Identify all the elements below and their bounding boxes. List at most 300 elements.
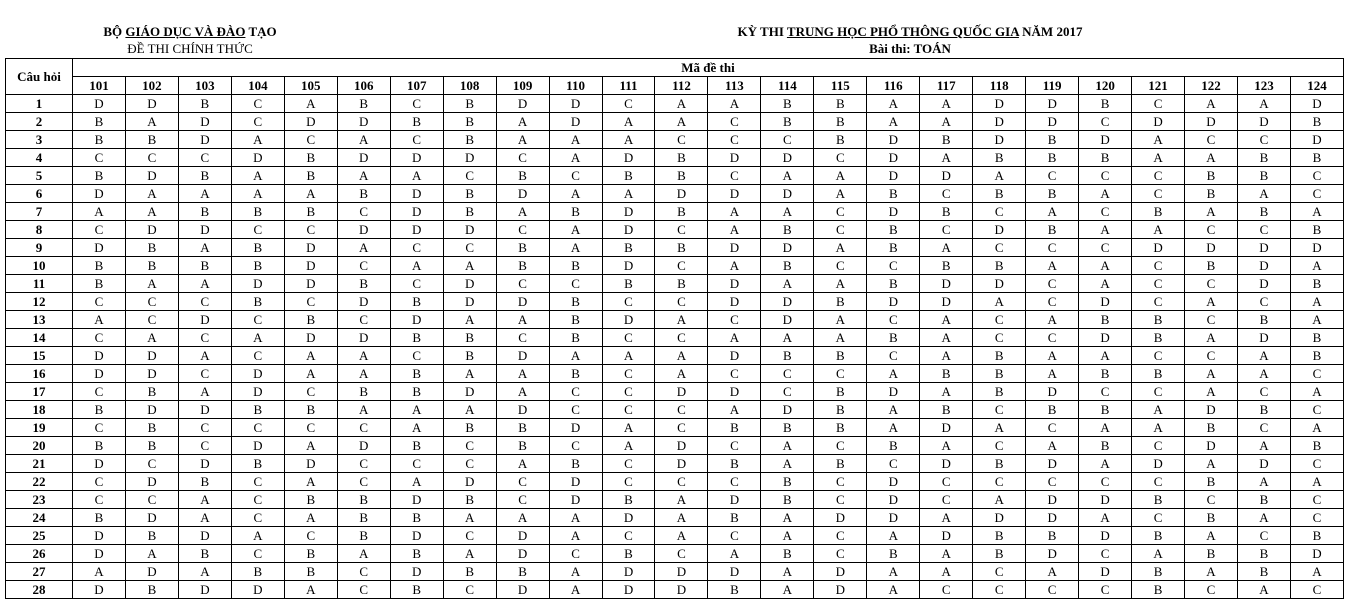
answer-cell: A — [1237, 581, 1290, 599]
answer-cell: A — [867, 365, 920, 383]
answer-cell: C — [390, 275, 443, 293]
answer-cell: B — [761, 95, 814, 113]
answer-cell: A — [231, 329, 284, 347]
answer-cell: C — [73, 473, 126, 491]
answer-cell: D — [125, 509, 178, 527]
answer-cell: A — [443, 509, 496, 527]
answer-cell: B — [496, 257, 549, 275]
answer-cell: A — [655, 311, 708, 329]
answer-cell: A — [178, 347, 231, 365]
answer-cell: D — [496, 347, 549, 365]
answer-cell: A — [73, 563, 126, 581]
exam-code-header: 123 — [1237, 77, 1290, 95]
answer-cell: C — [496, 491, 549, 509]
answer-cell: D — [73, 95, 126, 113]
answer-cell: A — [602, 185, 655, 203]
answer-cell: D — [708, 293, 761, 311]
answer-cell: D — [73, 581, 126, 599]
answer-cell: A — [231, 527, 284, 545]
answer-cell: B — [337, 95, 390, 113]
answer-cell: A — [867, 419, 920, 437]
answer-cell: D — [602, 149, 655, 167]
answer-cell: B — [178, 167, 231, 185]
answer-cell: C — [337, 581, 390, 599]
exam-code-header: 121 — [1132, 77, 1185, 95]
answer-cell: A — [1237, 473, 1290, 491]
answer-cell: C — [973, 401, 1026, 419]
answer-cell: B — [284, 545, 337, 563]
answer-cell: D — [708, 383, 761, 401]
answer-cell: B — [1079, 149, 1132, 167]
question-number: 17 — [6, 383, 73, 401]
answer-cell: C — [1132, 509, 1185, 527]
answer-cell: D — [708, 347, 761, 365]
answer-cell: A — [390, 401, 443, 419]
answer-cell: B — [973, 455, 1026, 473]
exam-code-header: 118 — [973, 77, 1026, 95]
answer-cell: C — [973, 311, 1026, 329]
answer-cell: C — [1185, 221, 1238, 239]
answer-cell: B — [1132, 311, 1185, 329]
answer-cell: D — [655, 383, 708, 401]
answer-cell: A — [496, 311, 549, 329]
answer-cell: C — [708, 167, 761, 185]
answer-cell: C — [443, 581, 496, 599]
answer-cell: D — [973, 221, 1026, 239]
answer-cell: C — [496, 221, 549, 239]
answer-cell: C — [1185, 131, 1238, 149]
answer-cell: A — [1185, 527, 1238, 545]
answer-cell: A — [1290, 257, 1343, 275]
answer-cell: A — [867, 113, 920, 131]
answer-cell: B — [73, 437, 126, 455]
answer-cell: A — [867, 563, 920, 581]
answer-cell: B — [178, 257, 231, 275]
table-row — [6, 311, 1344, 329]
answer-cell: B — [1026, 185, 1079, 203]
answer-cell: D — [867, 293, 920, 311]
question-number: 23 — [6, 491, 73, 509]
answer-cell: A — [1079, 275, 1132, 293]
answer-cell: A — [761, 563, 814, 581]
answer-cell: D — [443, 383, 496, 401]
answer-cell: A — [549, 149, 602, 167]
exam-code-header: 122 — [1185, 77, 1238, 95]
answer-cell: B — [390, 545, 443, 563]
answer-cell: B — [125, 527, 178, 545]
answer-cell: C — [390, 239, 443, 257]
answer-cell: A — [1185, 293, 1238, 311]
table-row — [6, 545, 1344, 563]
answer-cell: A — [814, 185, 867, 203]
answer-cell: C — [814, 149, 867, 167]
answer-cell: B — [390, 383, 443, 401]
answer-cell: A — [1185, 203, 1238, 221]
answer-cell: C — [73, 329, 126, 347]
answer-cell: B — [125, 257, 178, 275]
answer-cell: C — [284, 527, 337, 545]
answer-cell: C — [708, 365, 761, 383]
exam-code-header: 113 — [708, 77, 761, 95]
answer-cell: A — [1237, 365, 1290, 383]
answer-cell: C — [867, 455, 920, 473]
answer-cell: B — [1079, 95, 1132, 113]
answer-cell: B — [1079, 437, 1132, 455]
answer-cell: C — [761, 131, 814, 149]
answer-cell: A — [178, 185, 231, 203]
answer-cell: A — [1132, 545, 1185, 563]
answer-cell: B — [1237, 149, 1290, 167]
answer-cell: C — [337, 473, 390, 491]
answer-cell: C — [1132, 275, 1185, 293]
exam-code-header: 104 — [231, 77, 284, 95]
answer-cell: D — [390, 491, 443, 509]
answer-cell: D — [1079, 293, 1132, 311]
answer-cell: B — [708, 509, 761, 527]
answer-cell: B — [1290, 347, 1343, 365]
exam-code-header: 107 — [390, 77, 443, 95]
answer-cell: B — [867, 437, 920, 455]
answer-cell: A — [1026, 347, 1079, 365]
answer-cell: B — [337, 491, 390, 509]
answer-cell: D — [1079, 527, 1132, 545]
answer-cell: B — [337, 509, 390, 527]
answer-cell: D — [231, 581, 284, 599]
answer-cell: C — [549, 401, 602, 419]
table-row — [6, 275, 1344, 293]
exam-code-header: 116 — [867, 77, 920, 95]
answer-cell: D — [708, 275, 761, 293]
answer-cell: C — [1185, 311, 1238, 329]
answer-cell: A — [337, 131, 390, 149]
answer-cell: C — [549, 545, 602, 563]
answer-cell: D — [231, 365, 284, 383]
answer-cell: C — [125, 293, 178, 311]
answer-cell: B — [1237, 563, 1290, 581]
answer-cell: C — [708, 113, 761, 131]
answer-cell: D — [337, 113, 390, 131]
answer-cell: D — [973, 131, 1026, 149]
answer-cell: B — [496, 563, 549, 581]
exam-code-header: 111 — [602, 77, 655, 95]
answer-cell: C — [1237, 131, 1290, 149]
table-row — [6, 383, 1344, 401]
answer-cell: B — [1237, 491, 1290, 509]
answer-cell: D — [73, 185, 126, 203]
answer-cell: D — [1290, 95, 1343, 113]
answer-cell: B — [1079, 311, 1132, 329]
answer-cell: C — [231, 113, 284, 131]
answer-cell: C — [602, 455, 655, 473]
answer-cell: C — [1290, 167, 1343, 185]
answer-cell: C — [337, 311, 390, 329]
answer-cell: D — [1237, 329, 1290, 347]
answer-cell: D — [1290, 131, 1343, 149]
answer-cell: B — [231, 293, 284, 311]
answer-cell: C — [602, 365, 655, 383]
question-number: 11 — [6, 275, 73, 293]
answer-cell: B — [602, 491, 655, 509]
answer-cell: A — [1079, 185, 1132, 203]
answer-cell: D — [284, 257, 337, 275]
answer-cell: D — [496, 293, 549, 311]
answer-cell: C — [655, 221, 708, 239]
answer-cell: C — [1132, 167, 1185, 185]
answer-cell: A — [390, 473, 443, 491]
answer-cell: C — [1132, 185, 1185, 203]
answer-cell: B — [1290, 275, 1343, 293]
answer-cell: C — [231, 491, 284, 509]
answer-cell: C — [1026, 275, 1079, 293]
answer-cell: C — [814, 257, 867, 275]
answer-cell: B — [337, 383, 390, 401]
answer-cell: B — [761, 113, 814, 131]
answer-cell: B — [973, 347, 1026, 365]
answer-cell: D — [390, 203, 443, 221]
answer-cell: C — [390, 455, 443, 473]
answer-cell: C — [443, 527, 496, 545]
answer-cell: D — [73, 365, 126, 383]
answer-cell: A — [761, 527, 814, 545]
answer-cell: D — [1290, 545, 1343, 563]
answer-cell: B — [1290, 113, 1343, 131]
answer-cell: B — [973, 365, 1026, 383]
table-row — [6, 113, 1344, 131]
exam-code-header: 103 — [178, 77, 231, 95]
answer-cell: A — [443, 311, 496, 329]
answer-cell: A — [1026, 437, 1079, 455]
table-row — [6, 419, 1344, 437]
answer-cell: A — [708, 545, 761, 563]
answer-cell: D — [284, 113, 337, 131]
table-row — [6, 95, 1344, 113]
answer-cell: D — [1185, 113, 1238, 131]
answer-cell: D — [602, 311, 655, 329]
answer-cell: C — [973, 239, 1026, 257]
answer-cell: C — [1079, 113, 1132, 131]
answer-cell: D — [973, 113, 1026, 131]
question-number: 12 — [6, 293, 73, 311]
answer-cell: A — [1026, 563, 1079, 581]
answer-cell: A — [814, 311, 867, 329]
answer-cell: B — [1185, 545, 1238, 563]
answer-cell: C — [1132, 383, 1185, 401]
answer-cell: D — [1026, 383, 1079, 401]
answer-cell: C — [73, 221, 126, 239]
question-number: 14 — [6, 329, 73, 347]
exam-code-header: 101 — [73, 77, 126, 95]
answer-cell: B — [1290, 221, 1343, 239]
answer-cell: B — [284, 311, 337, 329]
answer-cell: D — [655, 563, 708, 581]
answer-cell: B — [1185, 419, 1238, 437]
answer-cell: A — [655, 347, 708, 365]
answer-cell: A — [708, 221, 761, 239]
table-row — [6, 131, 1344, 149]
answer-cell: A — [390, 419, 443, 437]
ministry-header — [70, 23, 310, 57]
answer-cell: D — [867, 167, 920, 185]
answer-cell: D — [867, 491, 920, 509]
answer-cell: A — [73, 311, 126, 329]
answer-cell: B — [761, 473, 814, 491]
answer-cell: B — [1079, 401, 1132, 419]
answer-cell: C — [443, 167, 496, 185]
answer-cell: B — [390, 329, 443, 347]
answer-cell: A — [1079, 455, 1132, 473]
answer-cell: B — [549, 311, 602, 329]
answer-cell: C — [920, 491, 973, 509]
answer-cell: D — [1132, 113, 1185, 131]
answer-cell: B — [920, 401, 973, 419]
answer-cell: C — [655, 473, 708, 491]
table-row — [6, 293, 1344, 311]
answer-cell: C — [73, 419, 126, 437]
answer-cell: D — [920, 167, 973, 185]
answer-cell: A — [125, 329, 178, 347]
answer-cell: D — [1026, 113, 1079, 131]
answer-cell: C — [920, 221, 973, 239]
answer-cell: C — [1290, 455, 1343, 473]
answer-cell: A — [337, 167, 390, 185]
answer-cell: A — [496, 113, 549, 131]
answer-cell: A — [496, 131, 549, 149]
answer-cell: A — [867, 527, 920, 545]
exam-header — [670, 23, 1150, 57]
answer-cell: A — [496, 203, 549, 221]
answer-cell: B — [443, 563, 496, 581]
answer-cell: B — [390, 365, 443, 383]
answer-cell: A — [549, 581, 602, 599]
answer-cell: B — [231, 203, 284, 221]
answer-cell: A — [284, 437, 337, 455]
answer-cell: D — [761, 239, 814, 257]
answer-cell: C — [73, 149, 126, 167]
answer-cell: C — [390, 95, 443, 113]
answer-cell: B — [814, 383, 867, 401]
answer-cell: C — [1026, 293, 1079, 311]
answer-cell: C — [1237, 419, 1290, 437]
answer-cell: D — [231, 275, 284, 293]
answer-cell: A — [867, 95, 920, 113]
answer-cell: A — [920, 113, 973, 131]
answer-cell: C — [178, 419, 231, 437]
answer-cell: A — [337, 239, 390, 257]
answer-cell: C — [602, 293, 655, 311]
answer-cell: D — [867, 473, 920, 491]
answer-cell: A — [496, 455, 549, 473]
answer-cell: A — [973, 167, 1026, 185]
answer-cell: B — [1026, 131, 1079, 149]
exam-code-header: 106 — [337, 77, 390, 95]
answer-cell: B — [73, 257, 126, 275]
answer-cell: A — [337, 545, 390, 563]
answer-cell: D — [708, 149, 761, 167]
answer-cell: C — [867, 347, 920, 365]
answer-cell: A — [549, 347, 602, 365]
answer-cell: B — [1132, 581, 1185, 599]
answer-cell: C — [231, 347, 284, 365]
ministry-name: BỘ GIÁO DỤC VÀ ĐÀO TẠO — [103, 24, 277, 39]
table-row — [6, 509, 1344, 527]
answer-cell: D — [125, 347, 178, 365]
answer-cell: B — [443, 347, 496, 365]
answer-cell: B — [1132, 329, 1185, 347]
answer-cell: D — [549, 419, 602, 437]
answer-cell: C — [814, 203, 867, 221]
answer-cell: D — [178, 113, 231, 131]
answer-cell: A — [125, 185, 178, 203]
answer-cell: D — [231, 437, 284, 455]
answer-cell: D — [973, 95, 1026, 113]
answer-cell: D — [761, 293, 814, 311]
answer-cell: A — [708, 329, 761, 347]
answer-cell: B — [814, 131, 867, 149]
answer-cell: A — [496, 365, 549, 383]
table-row — [6, 455, 1344, 473]
answer-cell: C — [1290, 365, 1343, 383]
answer-cell: A — [1237, 95, 1290, 113]
answer-cell: A — [920, 329, 973, 347]
table-row — [6, 437, 1344, 455]
answer-cell: D — [867, 509, 920, 527]
answer-cell: B — [549, 203, 602, 221]
answer-cell: B — [284, 149, 337, 167]
answer-cell: D — [655, 437, 708, 455]
answer-cell: C — [284, 131, 337, 149]
answer-cell: D — [337, 329, 390, 347]
answer-cell: A — [1237, 437, 1290, 455]
answer-cell: A — [761, 581, 814, 599]
answer-cell: D — [549, 113, 602, 131]
answer-cell: A — [655, 95, 708, 113]
question-number: 25 — [6, 527, 73, 545]
answer-cell: D — [708, 563, 761, 581]
answer-cell: A — [920, 509, 973, 527]
answer-cell: C — [284, 293, 337, 311]
answer-cell: C — [443, 239, 496, 257]
answer-cell: C — [178, 365, 231, 383]
answer-cell: B — [390, 581, 443, 599]
answer-cell: B — [761, 545, 814, 563]
answer-cell: C — [814, 473, 867, 491]
table-row — [6, 563, 1344, 581]
table-row — [6, 473, 1344, 491]
answer-cell: D — [708, 239, 761, 257]
answer-cell: D — [284, 275, 337, 293]
question-number: 15 — [6, 347, 73, 365]
answer-cell: C — [1079, 167, 1132, 185]
table-row — [6, 185, 1344, 203]
answer-cell: A — [761, 329, 814, 347]
answer-cell: C — [1185, 491, 1238, 509]
answer-cell: D — [549, 95, 602, 113]
answer-cell: D — [178, 131, 231, 149]
answer-cell: D — [867, 383, 920, 401]
answer-cell: C — [973, 581, 1026, 599]
answer-cell: C — [125, 311, 178, 329]
answer-cell: A — [708, 203, 761, 221]
answer-cell: C — [655, 293, 708, 311]
answer-cell: A — [814, 239, 867, 257]
answer-cell: D — [390, 221, 443, 239]
answer-cell: B — [655, 167, 708, 185]
answer-cell: A — [1290, 383, 1343, 401]
answer-cell: B — [1132, 365, 1185, 383]
question-number: 13 — [6, 311, 73, 329]
answer-cell: D — [390, 185, 443, 203]
answer-cell: C — [337, 563, 390, 581]
